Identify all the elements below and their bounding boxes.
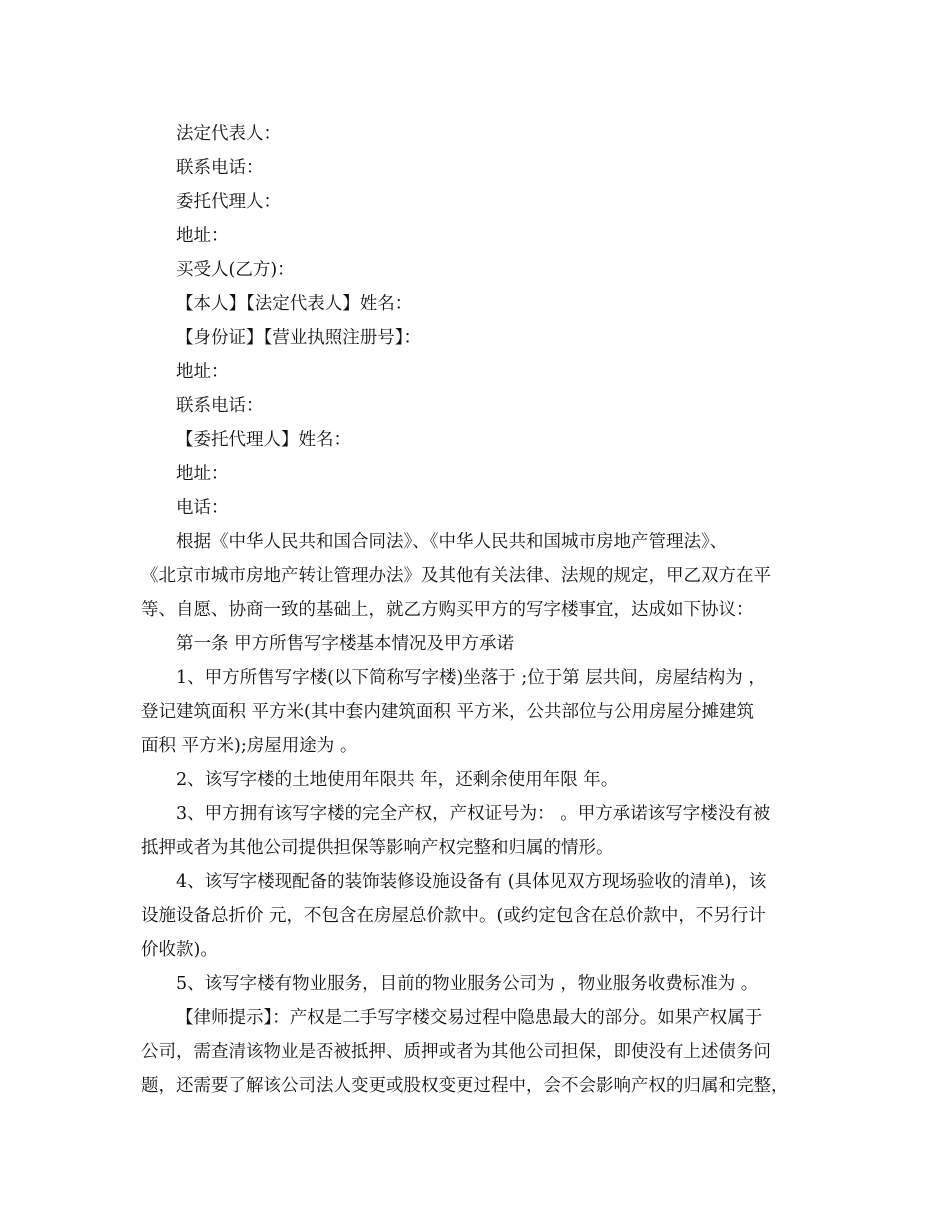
buyer-agent-line: 【委托代理人】姓名： bbox=[176, 430, 351, 450]
clause-3-line: 抵押或者为其他公司提供担保等影响产权完整和归属的情形。 bbox=[141, 838, 614, 858]
preamble-paragraph-line: 《北京市城市房地产转让管理办法》及其他有关法律、法规的规定，甲乙双方在平 bbox=[141, 566, 771, 586]
clause-4-line: 设施设备总折价 元，不包含在房屋总价款中。(或约定包含在总价款中，不另行计 bbox=[141, 906, 766, 926]
clause-1-line: 登记建筑面积 平方米(其中套内建筑面积 平方米，公共部位与公用房屋分摊建筑 bbox=[141, 702, 754, 722]
document-body bbox=[141, 117, 831, 1103]
clause-1-line: 1、甲方所售写字楼(以下简称写字楼)坐落于 ;位于第 层共间，房屋结构为 ， bbox=[176, 668, 766, 688]
seller-legal-rep-line: 法定代表人： bbox=[176, 124, 281, 144]
lawyer-tip-line: 公司，需查清该物业是否被抵押、质押或者为其他公司担保，即使没有上述债务问 bbox=[141, 1042, 771, 1062]
seller-agent-line: 委托代理人： bbox=[176, 192, 281, 212]
clause-5-line: 5、该写字楼有物业服务，目前的物业服务公司为 ，物业服务收费标准为 。 bbox=[176, 974, 759, 994]
buyer-phone-line: 联系电话： bbox=[176, 396, 264, 416]
clause-4-line: 4、该写字楼现配备的装饰装修设施设备有 (具体见双方现场验收的清单)，该 bbox=[176, 872, 767, 892]
lawyer-tip-line: 【律师提示】：产权是二手写字楼交易过程中隐患最大的部分。如果产权属于 bbox=[176, 1008, 763, 1028]
seller-address-line: 地址： bbox=[176, 226, 229, 246]
seller-phone-line: 联系电话： bbox=[176, 158, 264, 178]
buyer-name-line: 【本人】【法定代表人】姓名： bbox=[176, 294, 413, 314]
article-one-heading: 第一条 甲方所售写字楼基本情况及甲方承诺 bbox=[176, 634, 515, 654]
preamble-paragraph-line: 等、自愿、协商一致的基础上，就乙方购买甲方的写字楼事宜，达成如下协议： bbox=[141, 600, 754, 620]
clause-4-line: 价收款)。 bbox=[141, 940, 218, 960]
buyer-agent-phone-line: 电话： bbox=[176, 498, 229, 518]
buyer-id-line: 【身份证】【营业执照注册号】： bbox=[176, 328, 421, 348]
clause-2-line: 2、该写字楼的土地使用年限共 年，还剩余使用年限 年。 bbox=[176, 770, 619, 790]
clause-1-line: 面积 平方米);房屋用途为 。 bbox=[141, 736, 358, 756]
buyer-agent-address-line: 地址： bbox=[176, 464, 229, 484]
lawyer-tip-line: 题，还需要了解该公司法人变更或股权变更过程中，会不会影响产权的归属和完整， bbox=[141, 1076, 789, 1096]
preamble-paragraph-line: 根据《中华人民共和国合同法》、《中华人民共和国城市房地产管理法》、 bbox=[176, 532, 728, 552]
clause-3-line: 3、甲方拥有该写字楼的完全产权，产权证号为： 。甲方承诺该写字楼没有被 bbox=[176, 804, 771, 824]
buyer-address-line: 地址： bbox=[176, 362, 229, 382]
buyer-heading-line: 买受人(乙方)： bbox=[176, 260, 295, 280]
